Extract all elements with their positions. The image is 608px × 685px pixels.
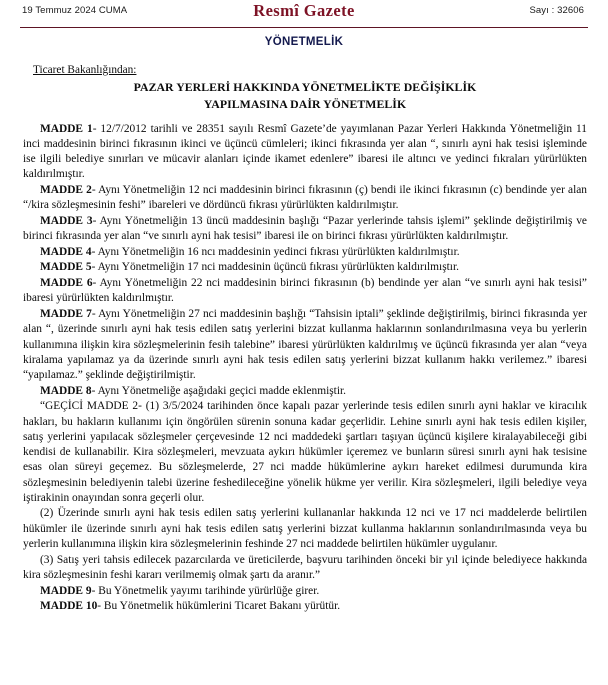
page-title-line-1: PAZAR YERLERİ HAKKINDA YÖNETMELİKTE DEĞİŞİKLİK (133, 80, 477, 94)
section-kind-heading: YÖNETMELİK (264, 36, 344, 48)
provisional-article-paragraph-2: (2) Üzerinde sınırlı ayni hak tesis edilen satış yerlerini kullananlar hakkında 12 nci ve 17 nci maddelerde belirtilen hükümler ile üzerinde sınırlı ayni hak tesis edilen satış yerlerini bizzat kullanma haklarının sonlandırılmasında veya bu yerlerin kullanımına ilişkin kira sözleşmelerinin feshinde 27 nci maddede belirtilen hükümler uygulanır. (23, 507, 587, 550)
article-list (23, 122, 587, 615)
article-label: MADDE 6 (40, 277, 93, 290)
article-madde-2 (23, 183, 587, 213)
issuer-line (23, 60, 587, 78)
article-madde-9 (23, 584, 587, 599)
article-madde-5 (23, 260, 587, 275)
article-text: - Aynı Yönetmeliğin 13 üncü maddesinin başlığı “Pazar yerlerinde tahsis işlemi” şeklinde değiştirilmiş ve birinci fıkrasında yer alan “ve sınırlı ayni hak tesisi” ibaresi ile on birinci fıkrası yürürlükten kaldırılmıştır. (23, 214, 587, 243)
article-text: - Aynı Yönetmeliğin 22 nci maddesinin birinci fıkrasının (b) bendinde yer alan “ve sınırlı ayni hak tesisi” ibaresi yürürlükten kaldırılmıştır. (23, 277, 587, 305)
article-text: - Bu Yönetmelik hükümlerini Ticaret Bakanı yürütür. (97, 600, 341, 613)
issuer-authority: Ticaret Bakanlığından: (33, 64, 137, 76)
document-body (0, 60, 608, 615)
article-madde-10 (23, 599, 587, 614)
article-label: MADDE 2 (40, 183, 92, 196)
article-label: MADDE 5 (40, 261, 92, 274)
article-madde-4 (23, 245, 587, 260)
article-text: - Aynı Yönetmeliğe aşağıdaki geçici madde eklenmiştir. (91, 384, 347, 397)
article-label: MADDE 10 (40, 600, 98, 613)
article-madde-7 (23, 307, 587, 383)
article-label: MADDE 4 (40, 245, 92, 258)
article-text: - 12/7/2012 tarihli ve 28351 sayılı Resmî Gazete’de yayımlanan Pazar Yerleri Hakkında Yönetmeliğin 11 inci maddesinin birinci fıkrasının ikinci ve üçüncü cümleleri; ikinci fıkrasında yer alan “, sınırlı ayni hak tesisi işleminde ise ilgili belediye sınırları ve mücavir alanları içinde ikamet edenlere” ibaresi ile altıncı ve yedinci fıkraları yürürlükten kaldırılmıştır. (23, 122, 587, 181)
article-text: - Bu Yönetmelik yayımı tarihinde yürürlüğe girer. (91, 584, 320, 597)
article-label: MADDE 8 (40, 384, 92, 397)
gazette-masthead (0, 0, 608, 26)
article-text: - Aynı Yönetmeliğin 12 nci maddesinin birinci fıkrasının (ç) bendi ile ikinci fıkrasının (c) bendinde yer alan “/kira sözleşmesinin feshi” ibareleri ve dördüncü fıkrası yürürlükten kaldırılmıştır. (23, 183, 587, 212)
provisional-article-paragraph-1: “GEÇİCİ MADDE 2- (1) 3/5/2024 tarihinden önce kapalı pazar yerlerinde tesis edilen sınırlı ayni haklar ve kiracılık hakları, bu hakların kullanımı için öngörülen sürenin sonuna kadar geçerlidir. Lehine sınırlı ayni hak tesis edilen kişiler, satış yerlerini yapılacak sözleşmeler çerçevesinde 12 nci maddedeki şartları taşıyan üçüncü kişilere kiralayabileceği gibi kendisi de kullanabilir. Kira sözleşmeleri, mevzuata aykırı hükümler içeremez ve bunların süresi sınırlı ayni hak tesisine esas olan süreyi geçemez. Bu sözleşmelerde, 27 nci madde hükümlerine aykırı hareket edilmesi durumunda kira sözleşmesinin belediyenin talebi üzerine feshedileceğine yönelik hükme yer verilir. Kira sözleşmeleri, ilgili belediye veya iştirakinin onayından sonra geçerli olur. (23, 400, 587, 504)
article-madde-1 (23, 122, 587, 183)
article-madde-3 (23, 214, 587, 244)
article-madde-6 (23, 276, 587, 306)
article-label: MADDE 1 (40, 122, 93, 135)
page-title-line-2: YAPILMASINA DAİR YÖNETMELİK (203, 96, 407, 111)
gazette-date: 19 Temmuz 2024 CUMA (22, 5, 128, 16)
gazette-title: Resmî Gazete (253, 1, 355, 20)
article-text: - Aynı Yönetmeliğin 27 nci maddesinin başlığı “Tahsisin iptali” şeklinde değiştirilmiş, birinci fıkrasında yer alan “, üzerinde sınırlı ayni hak tesis edilen satış yerlerini bizzat kullanma haklarının sonlandırılmasına veya bu yerlerin kullanımına ilişkin kira sözleşmelerinin fesih talebine” ibaresi yürürlükten kaldırılmış ve üçüncü fıkrasında yer alan “veya kiralama yapılamaz ya da üzerinde sınırlı ayni hak tesis edilen satış yerlerini bizzat kullanım hakkı verilemez.” ibaresi “yapılamaz.” şeklinde değiştirilmiştir. (23, 308, 587, 381)
masthead-divider (20, 27, 588, 28)
article-text: - Aynı Yönetmeliğin 16 ncı maddesinin yedinci fıkrası yürürlükten kaldırılmıştır. (91, 245, 460, 258)
page-title (23, 79, 587, 113)
article-label: MADDE 9 (40, 584, 92, 597)
article-text: - Aynı Yönetmeliğin 17 nci maddesinin üçüncü fıkrası yürürlükten kaldırılmıştır. (91, 261, 459, 274)
article-label: MADDE 3 (40, 214, 93, 227)
article-label: MADDE 7 (40, 308, 92, 321)
article-madde-8 (23, 384, 587, 399)
gazette-issue-number: Sayı : 32606 (529, 5, 584, 16)
provisional-article-paragraph-3: (3) Satış yeri tahsis edilecek pazarcılarda ve üreticilerde, başvuru tarihinden önceki bir yıl içinde belediyece hakkında kira sözleşmesinin feshi kararı verilmemiş olmak şartı da aranır.” (23, 553, 587, 581)
